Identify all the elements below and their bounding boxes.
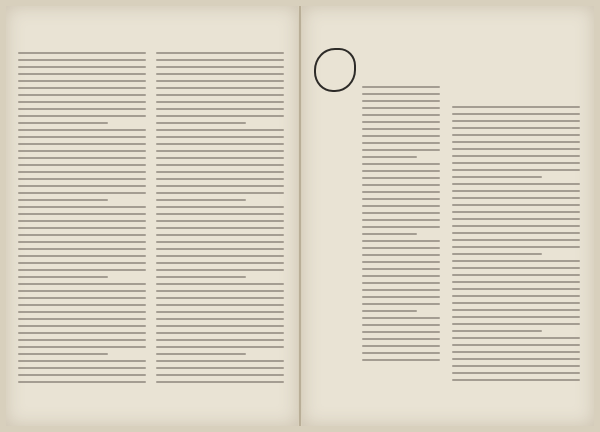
text-line [362,191,440,193]
text-line [18,136,146,138]
text-line [452,113,580,115]
text-line [156,192,284,194]
text-line [156,143,284,145]
text-line [18,157,146,159]
text-line [452,169,580,171]
text-line [452,267,580,269]
text-line [362,100,440,102]
text-line [156,367,284,369]
text-line [452,309,580,311]
text-line [156,213,284,215]
text-line [452,323,580,325]
text-line [18,164,146,166]
text-line [18,59,146,61]
text-line [18,52,146,54]
text-line [18,206,146,208]
text-line [18,276,108,278]
text-line [18,66,146,68]
text-line [362,198,440,200]
text-line [156,283,284,285]
text-line [452,288,580,290]
text-line [452,330,542,332]
text-line [156,297,284,299]
text-line [452,246,580,248]
text-line [362,114,440,116]
text-line [156,150,284,152]
left-page [6,6,298,426]
text-line [156,66,284,68]
text-line [156,353,246,355]
text-line [362,86,440,88]
text-line [156,346,284,348]
text-line [362,324,440,326]
text-line [156,255,284,257]
text-line [362,233,417,235]
text-line [18,304,146,306]
text-line [18,122,108,124]
text-line [452,211,580,213]
text-line [156,185,284,187]
text-line [18,346,146,348]
text-line [362,170,440,172]
text-line [18,213,146,215]
text-line [156,227,284,229]
text-line [18,297,146,299]
dropcap-ornament [314,48,356,92]
text-line [156,108,284,110]
text-line [18,73,146,75]
right-page-column-1 [362,86,440,366]
text-line [362,317,440,319]
text-line [156,136,284,138]
text-line [362,310,417,312]
text-line [156,206,284,208]
text-line [18,381,146,383]
text-line [452,106,580,108]
text-line [18,290,146,292]
text-line [18,227,146,229]
text-line [452,190,580,192]
right-page-column-2 [452,106,580,386]
text-line [452,337,580,339]
text-line [18,115,146,117]
text-line [18,332,146,334]
text-line [362,352,440,354]
text-line [156,360,284,362]
text-line [452,358,580,360]
text-line [156,115,284,117]
text-line [452,239,580,241]
text-line [452,134,580,136]
text-line [452,176,542,178]
text-line [362,121,440,123]
text-line [452,316,580,318]
text-line [362,226,440,228]
text-line [362,303,440,305]
left-page-column-2 [156,52,284,388]
text-line [362,296,440,298]
text-line [18,325,146,327]
text-line [156,290,284,292]
text-line [362,345,440,347]
text-line [362,338,440,340]
text-line [452,162,580,164]
text-line [156,234,284,236]
text-line [452,379,580,381]
text-line [156,318,284,320]
text-line [156,157,284,159]
text-line [156,304,284,306]
text-line [18,311,146,313]
right-page [302,6,594,426]
text-line [18,241,146,243]
text-line [452,281,580,283]
text-line [18,255,146,257]
text-line [18,171,146,173]
text-line [156,129,284,131]
text-line [18,94,146,96]
text-line [362,142,440,144]
text-line [156,269,284,271]
text-line [362,156,417,158]
text-line [18,199,108,201]
text-line [18,129,146,131]
text-line [362,184,440,186]
text-line [18,185,146,187]
text-line [156,87,284,89]
text-line [156,73,284,75]
text-line [452,148,580,150]
text-line [156,94,284,96]
text-line [362,268,440,270]
text-line [156,101,284,103]
text-line [18,367,146,369]
text-line [156,276,246,278]
text-line [362,254,440,256]
left-page-column-1 [18,52,146,388]
text-line [452,365,580,367]
text-line [156,311,284,313]
text-line [452,344,580,346]
text-line [156,59,284,61]
text-line [452,141,580,143]
text-line [362,219,440,221]
text-line [18,360,146,362]
text-line [362,163,440,165]
text-line [452,274,580,276]
text-line [156,220,284,222]
text-line [156,381,284,383]
page-fold [299,6,301,426]
text-line [362,331,440,333]
text-line [362,240,440,242]
text-line [18,143,146,145]
text-line [452,197,580,199]
text-line [362,205,440,207]
text-line [452,351,580,353]
text-line [452,183,580,185]
text-line [362,247,440,249]
text-line [156,122,246,124]
text-line [156,199,246,201]
text-line [18,87,146,89]
text-line [18,108,146,110]
text-line [18,262,146,264]
text-line [362,177,440,179]
text-line [18,318,146,320]
text-line [452,253,542,255]
text-line [362,359,440,361]
text-line [18,178,146,180]
text-line [362,149,440,151]
text-line [452,372,580,374]
text-line [18,150,146,152]
text-line [362,275,440,277]
text-line [362,212,440,214]
text-line [156,339,284,341]
text-line [362,289,440,291]
text-line [18,353,108,355]
text-line [452,295,580,297]
text-line [156,164,284,166]
text-line [18,192,146,194]
text-line [18,339,146,341]
text-line [452,260,580,262]
text-line [452,225,580,227]
text-line [18,220,146,222]
text-line [18,80,146,82]
text-line [362,107,440,109]
text-line [452,120,580,122]
text-line [18,269,146,271]
text-line [156,248,284,250]
text-line [156,325,284,327]
text-line [18,101,146,103]
text-line [452,204,580,206]
text-line [18,234,146,236]
text-line [18,374,146,376]
text-line [156,52,284,54]
text-line [156,262,284,264]
text-line [156,241,284,243]
text-line [362,261,440,263]
text-line [362,282,440,284]
text-line [156,178,284,180]
text-line [156,374,284,376]
text-line [18,283,146,285]
text-line [362,135,440,137]
text-line [156,80,284,82]
text-line [452,232,580,234]
text-line [452,127,580,129]
text-line [452,218,580,220]
text-line [156,171,284,173]
text-line [156,332,284,334]
text-line [18,248,146,250]
text-line [452,155,580,157]
text-line [362,128,440,130]
text-line [362,93,440,95]
text-line [452,302,580,304]
